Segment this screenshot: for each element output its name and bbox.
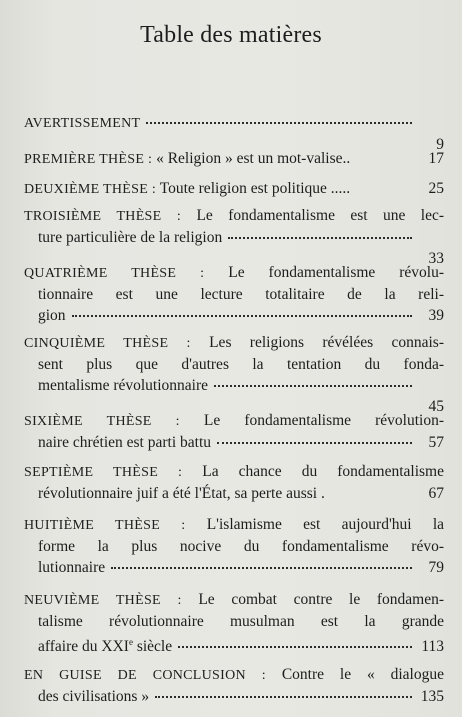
page-number: 67 <box>428 485 444 502</box>
entry-text: Le fondamentalisme révolu- <box>228 264 445 281</box>
page-number: 135 <box>420 688 444 705</box>
page-title: Table des matières <box>140 22 322 48</box>
entry-text: Le fondamentalisme révolution- <box>203 412 444 429</box>
entry-text: L'islamisme est aujourd'hui la <box>206 516 445 533</box>
toc-entry-1 <box>24 148 444 170</box>
entry-text: affaire du XXI <box>38 638 129 656</box>
page-number: 33 <box>428 250 444 267</box>
dot-leader <box>146 116 412 124</box>
entry-text: lutionnaire <box>38 559 106 576</box>
entry-label: SEPTIÈME THÈSE : <box>24 465 183 480</box>
entry-label: AVERTISSEMENT <box>24 116 141 131</box>
entry-text: sent plus que d'autres la tentation du fonda- <box>38 356 444 373</box>
entry-text: naire chrétien est parti battu <box>38 434 212 451</box>
toc-entry-5 <box>24 332 444 417</box>
page-number: 57 <box>428 434 444 451</box>
dot-leader <box>228 231 412 239</box>
entry-text: gion <box>38 307 66 324</box>
entry-label: QUATRIÈME THÈSE : <box>24 266 205 281</box>
entry-text: forme la plus nocive du fondamentalisme révo- <box>38 538 444 555</box>
entry-label: TROISIÈME THÈSE : <box>24 209 182 224</box>
dot-leader <box>155 690 412 698</box>
entry-text: Le fondamentalisme est une lec- <box>196 207 445 224</box>
entry-text: Les religions révélées connais- <box>209 334 444 351</box>
entry-text: talisme révolutionnaire musulman est la grande <box>38 613 444 630</box>
page-number: 39 <box>428 307 444 324</box>
page-number: 17 <box>428 150 444 167</box>
entry-text: Toute religion est politique ..... <box>159 180 351 197</box>
toc-entry-conclusion <box>24 664 444 707</box>
entry-text: Contre le « dialogue <box>281 666 444 683</box>
entry-label: HUITIÈME THÈSE : <box>24 518 186 533</box>
toc-entry-3 <box>24 205 444 269</box>
page-number: 113 <box>421 638 444 656</box>
dot-leader <box>214 379 412 387</box>
page-number: 45 <box>428 398 444 415</box>
entry-label: EN GUISE DE CONCLUSION : <box>24 668 266 683</box>
dot-leader <box>178 640 412 648</box>
entry-text: ture particulière de la religion <box>38 229 223 246</box>
entry-text: tionnaire est une lecture totalitaire de la reli- <box>38 286 444 303</box>
page-number: 25 <box>428 180 444 197</box>
entry-text: La chance du fondamentalisme <box>202 463 444 480</box>
entry-label: CINQUIÈME THÈSE : <box>24 336 191 351</box>
toc-entry-4 <box>24 262 444 326</box>
toc-entry-2 <box>24 178 444 200</box>
entry-text: révolutionnaire juif a été l'État, sa perte aussi . <box>38 485 325 502</box>
entry-label: NEUVIÈME THÈSE : <box>24 593 182 608</box>
entry-label: DEUXIÈME THÈSE : <box>24 182 157 197</box>
entry-label: PREMIÈRE THÈSE : <box>24 152 153 167</box>
toc-entry-6 <box>24 410 444 453</box>
entry-text: mentalisme révolutionnaire <box>38 377 209 394</box>
dot-leader <box>72 309 412 317</box>
entry-text: des civilisations » <box>38 688 150 705</box>
page-number: 9 <box>436 136 444 153</box>
superscript: e <box>128 637 133 647</box>
entry-text: siècle <box>136 638 173 656</box>
page-number: 79 <box>428 559 444 576</box>
entry-label: SIXIÈME THÈSE : <box>24 414 180 429</box>
dot-leader <box>111 561 412 569</box>
entry-text: « Religion » est un mot-valise.. <box>156 150 351 167</box>
toc-entry-9 <box>24 589 444 657</box>
entry-text: Le combat contre le fondamen- <box>198 591 445 608</box>
toc-entry-7 <box>24 461 444 504</box>
toc-entry-8 <box>24 514 444 578</box>
dot-leader <box>217 436 412 444</box>
